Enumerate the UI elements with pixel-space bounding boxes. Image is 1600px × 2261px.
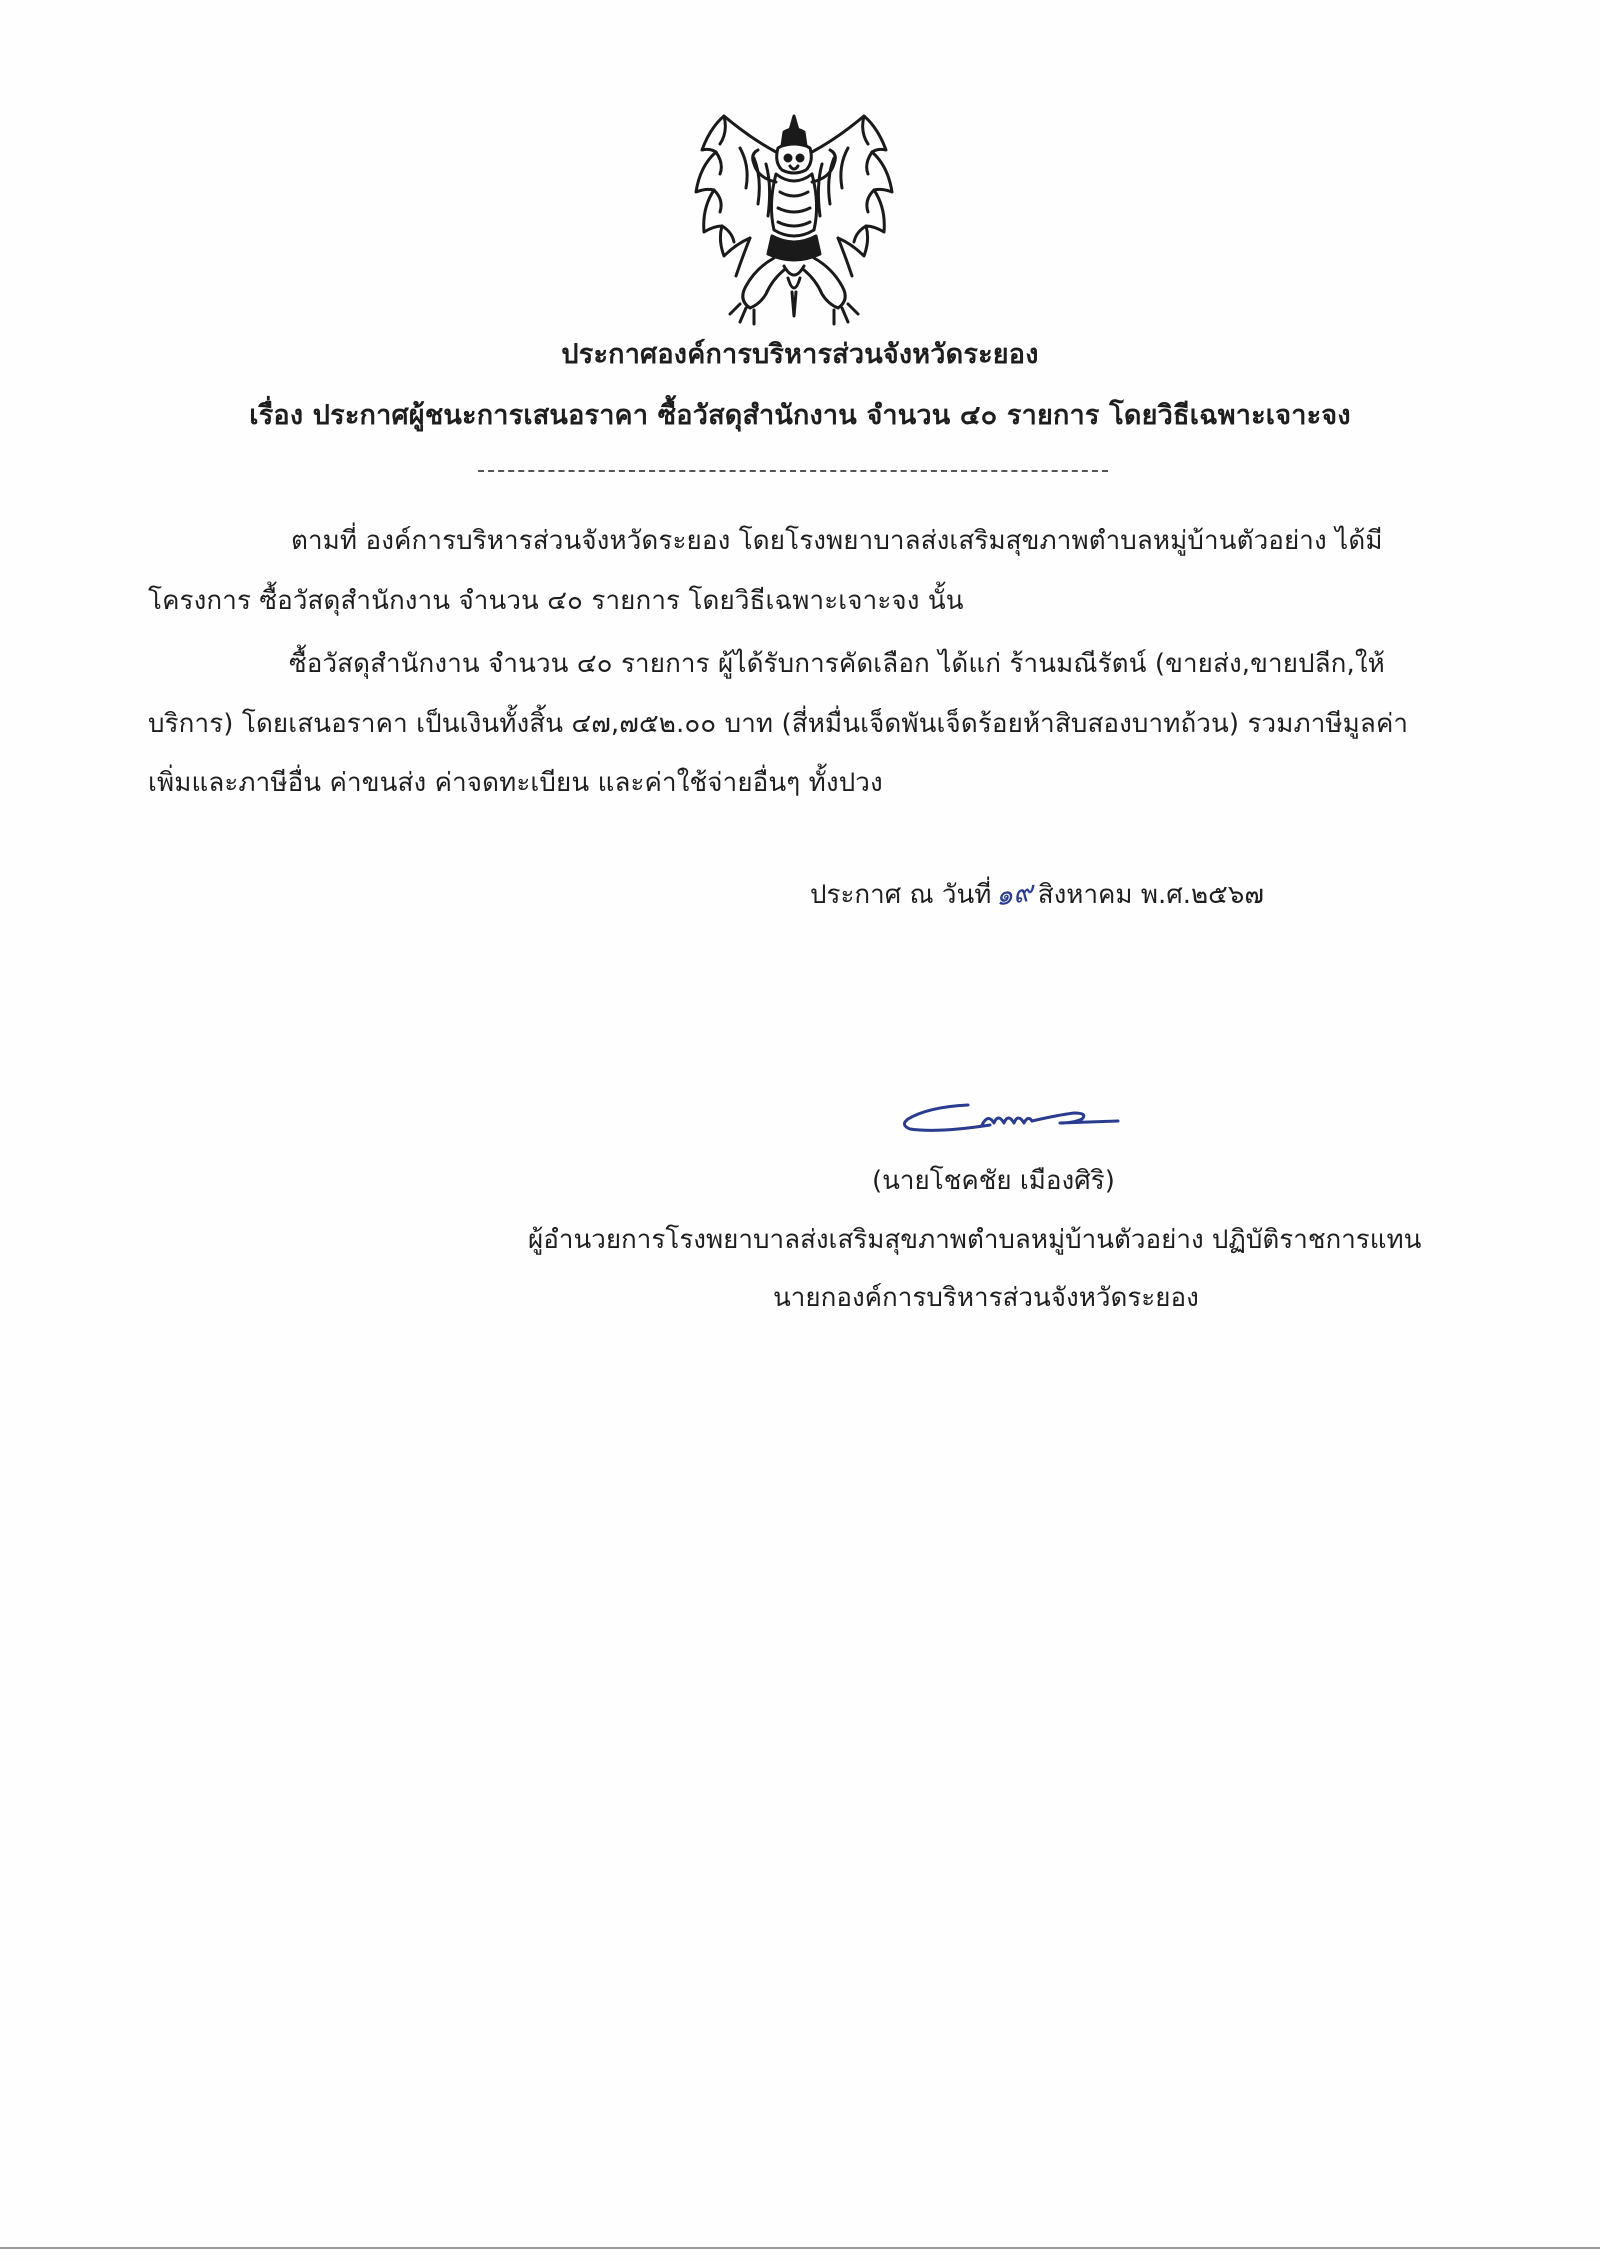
body-paragraph-1-line-2: โครงการ ซื้อวัสดุสำนักงาน จำนวน ๔๐ รายการ โดยวิธีเฉพาะเจาะจง นั้น	[148, 586, 964, 616]
body-paragraph-2-line-1: ซื้อวัสดุสำนักงาน จำนวน ๔๐ รายการ ผู้ได้รับการคัดเลือก ได้แก่ ร้านมณีรัตน์ (ขายส่ง,ขายปลีก,ให้	[289, 649, 1385, 679]
announcement-title: ประกาศองค์การบริหารส่วนจังหวัดระยอง	[561, 339, 1039, 370]
body-paragraph-2-line-2: บริการ) โดยเสนอราคา เป็นเงินทั้งสิ้น ๔๗,๗๕๒.๐๐ บาท (สี่หมื่นเจ็ดพันเจ็ดร้อยห้าสิบสองบาทถ้วน) รวมภาษีมูลค่า	[148, 709, 1409, 739]
body-paragraph-1-line-1: ตามที่ องค์การบริหารส่วนจังหวัดระยอง โดยโรงพยาบาลส่งเสริมสุขภาพตำบลหมู่บ้านตัวอย่าง ได้มี	[291, 526, 1383, 556]
dashed-divider	[478, 470, 1108, 472]
date-suffix: สิงหาคม พ.ศ.๒๕๖๗	[1037, 880, 1264, 910]
handwritten-day: ๑๙	[993, 874, 1036, 913]
handwritten-signature-icon	[898, 1085, 1123, 1145]
scan-bottom-edge	[0, 2247, 1600, 2249]
date-prefix: ประกาศ ณ วันที่	[810, 880, 992, 910]
signatory-position-line-1: ผู้อำนวยการโรงพยาบาลส่งเสริมสุขภาพตำบลหมู่บ้านตัวอย่าง ปฏิบัติราชการแทน	[528, 1225, 1422, 1255]
garuda-emblem-icon	[680, 108, 908, 336]
announcement-subject: เรื่อง ประกาศผู้ชนะการเสนอราคา ซื้อวัสดุสำนักงาน จำนวน ๔๐ รายการ โดยวิธีเฉพาะเจาะจง	[249, 400, 1351, 431]
signatory-position-line-2: นายกองค์การบริหารส่วนจังหวัดระยอง	[773, 1283, 1199, 1313]
signatory-name: (นายโชคชัย เมืองศิริ)	[872, 1166, 1115, 1196]
announcement-date	[810, 872, 1264, 916]
body-paragraph-2-line-3: เพิ่มและภาษีอื่น ค่าขนส่ง ค่าจดทะเบียน และค่าใช้จ่ายอื่นๆ ทั้งปวง	[148, 768, 883, 798]
